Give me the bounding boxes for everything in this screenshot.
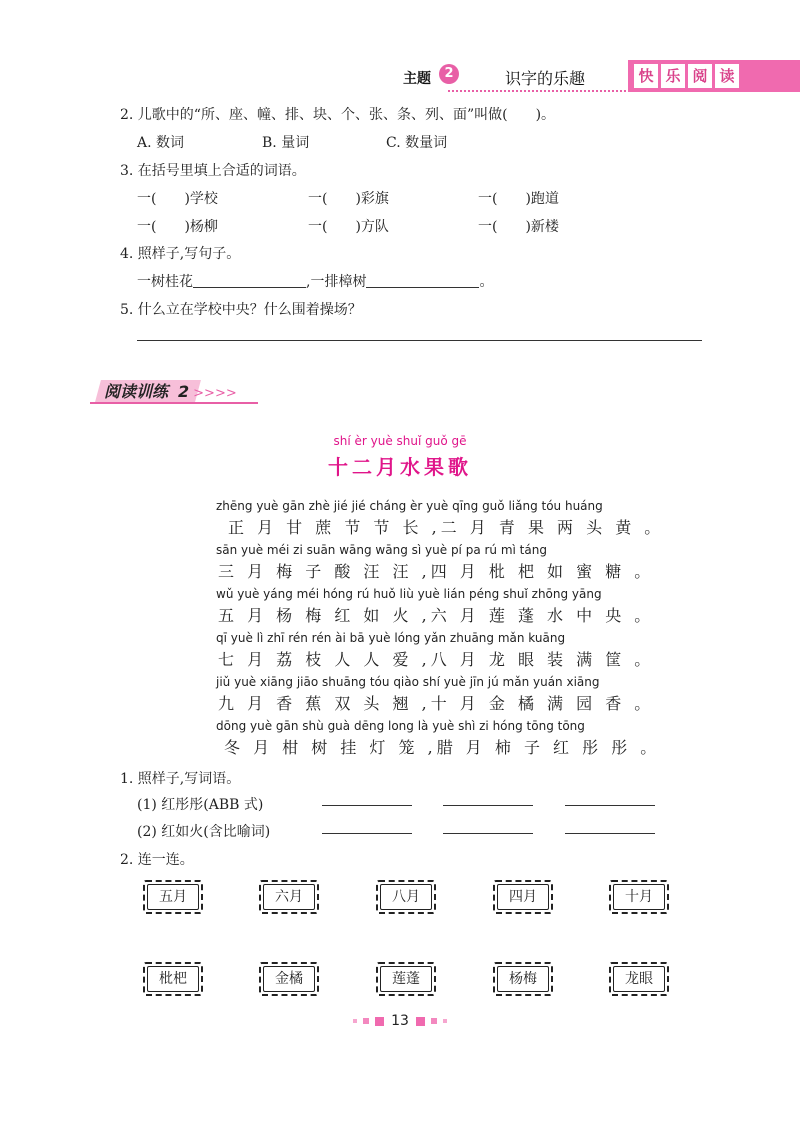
topic-title: 识字的乐趣	[505, 69, 586, 88]
poem-line-pinyin: jiǔ yuè xiāng jiāo shuāng tóu qiào shí yuè jīn jú mǎn yuán xiāng	[216, 675, 600, 689]
header-dotted-rule	[448, 90, 626, 92]
badge-char: 阅	[688, 64, 712, 88]
match-box-fruit[interactable]: 金橘	[259, 962, 319, 996]
fill-item: 一( )新楼	[478, 219, 559, 235]
answer-line[interactable]	[137, 340, 702, 341]
badge-char: 快	[634, 64, 658, 88]
fill-item: 一( )跑道	[478, 191, 559, 207]
answer-blank[interactable]	[443, 833, 533, 834]
question-4: 4. 照样子,写句子。	[120, 246, 241, 262]
question-2-match: 2. 连一连。	[120, 852, 194, 868]
word-item-2: (2) 红如火(含比喻词)	[137, 824, 271, 840]
topic-number-badge: 2	[439, 64, 459, 84]
decor-square-icon	[443, 1019, 447, 1023]
option-a: A. 数词	[137, 135, 185, 151]
poem-line: 五 月 杨 梅 红 如 火 ,六 月 莲 蓬 水 中 央 。	[218, 606, 655, 625]
badge-char: 乐	[661, 64, 685, 88]
poem-line-pinyin: zhēng yuè gān zhè jié jié cháng èr yuè qīng guǒ liǎng tóu huáng	[216, 499, 603, 513]
fill-item: 一( )学校	[137, 191, 218, 207]
decor-square-icon	[375, 1017, 384, 1026]
question-5: 5. 什么立在学校中央？什么围着操场？	[120, 302, 362, 318]
match-box-fruit[interactable]: 杨梅	[493, 962, 553, 996]
match-box-fruit[interactable]: 莲蓬	[376, 962, 436, 996]
page-footer	[0, 1013, 800, 1029]
decor-square-icon	[363, 1018, 369, 1024]
match-box-fruit[interactable]: 枇杷	[143, 962, 203, 996]
match-box-month[interactable]: 八月	[376, 880, 436, 914]
word-item-1: (1) 红彤彤(ABB 式)	[137, 797, 264, 813]
section-banner	[90, 378, 258, 404]
sentence-part-b: ,一排樟树	[306, 274, 367, 290]
poem-line: 七 月 荔 枝 人 人 爱 ,八 月 龙 眼 装 满 筐 。	[218, 650, 655, 669]
poem-line: 冬 月 柑 树 挂 灯 笼 ,腊 月 柿 子 红 彤 彤 。	[224, 738, 661, 757]
question-3: 3. 在括号里填上合适的词语。	[120, 163, 306, 179]
decor-square-icon	[416, 1017, 425, 1026]
section-number: 2	[178, 382, 190, 401]
question-1: 1. 照样子,写词语。	[120, 771, 241, 787]
decor-square-icon	[431, 1018, 437, 1024]
option-b: B. 量词	[262, 135, 310, 151]
page-number: 13	[391, 1013, 409, 1029]
answer-blank[interactable]	[322, 833, 412, 834]
answer-blank[interactable]	[366, 287, 479, 288]
fill-item: 一( )杨柳	[137, 219, 218, 235]
answer-blank[interactable]	[322, 805, 412, 806]
sentence-part-a: 一树桂花	[137, 274, 193, 290]
answer-blank[interactable]	[565, 833, 655, 834]
fill-item: 一( )方队	[308, 219, 389, 235]
match-box-month[interactable]: 六月	[259, 880, 319, 914]
sentence-end: 。	[479, 274, 494, 290]
match-box-fruit[interactable]: 龙眼	[609, 962, 669, 996]
topic-label: 主题	[403, 71, 431, 87]
question-2: 2. 儿歌中的“所、座、幢、排、块、个、张、条、列、面”叫做( )。	[120, 107, 556, 123]
poem-line: 九 月 香 蕉 双 头 翘 ,十 月 金 橘 满 园 香 。	[218, 694, 655, 713]
banner-underline	[90, 402, 258, 404]
sentence-example	[137, 271, 493, 291]
match-box-month[interactable]: 四月	[493, 880, 553, 914]
option-c: C. 数量词	[386, 135, 448, 151]
poem-line-pinyin: dōng yuè gān shù guà dēng long là yuè shì zi hóng tōng tōng	[216, 719, 585, 733]
poem-line-pinyin: sān yuè méi zi suān wāng wāng sì yuè pí pa rú mì táng	[216, 543, 547, 557]
poem-line: 三 月 梅 子 酸 汪 汪 ,四 月 枇 杷 如 蜜 糖 。	[218, 562, 655, 581]
answer-blank[interactable]	[565, 805, 655, 806]
poem-title-pinyin: shí èr yuè shuǐ guǒ gē	[333, 434, 467, 448]
poem-title: 十二月水果歌	[328, 455, 472, 479]
poem-line-pinyin: wǔ yuè yáng méi hóng rú huǒ liù yuè lián péng shuǐ zhōng yāng	[216, 587, 602, 601]
decor-square-icon	[353, 1019, 357, 1023]
fill-item: 一( )彩旗	[308, 191, 389, 207]
section-title: 阅读训练	[104, 382, 169, 401]
poem-line: 正 月 甘 蔗 节 节 长 ,二 月 青 果 两 头 黄 。	[228, 518, 665, 537]
happy-reading-badge	[628, 60, 800, 92]
poem-line-pinyin: qī yuè lì zhī rén rén ài bā yuè lóng yǎn zhuāng mǎn kuāng	[216, 631, 566, 645]
answer-blank[interactable]	[443, 805, 533, 806]
arrows-icon: >>>>	[193, 386, 237, 401]
match-box-month[interactable]: 十月	[609, 880, 669, 914]
match-box-month[interactable]: 五月	[143, 880, 203, 914]
answer-blank[interactable]	[193, 287, 306, 288]
badge-char: 读	[715, 64, 739, 88]
